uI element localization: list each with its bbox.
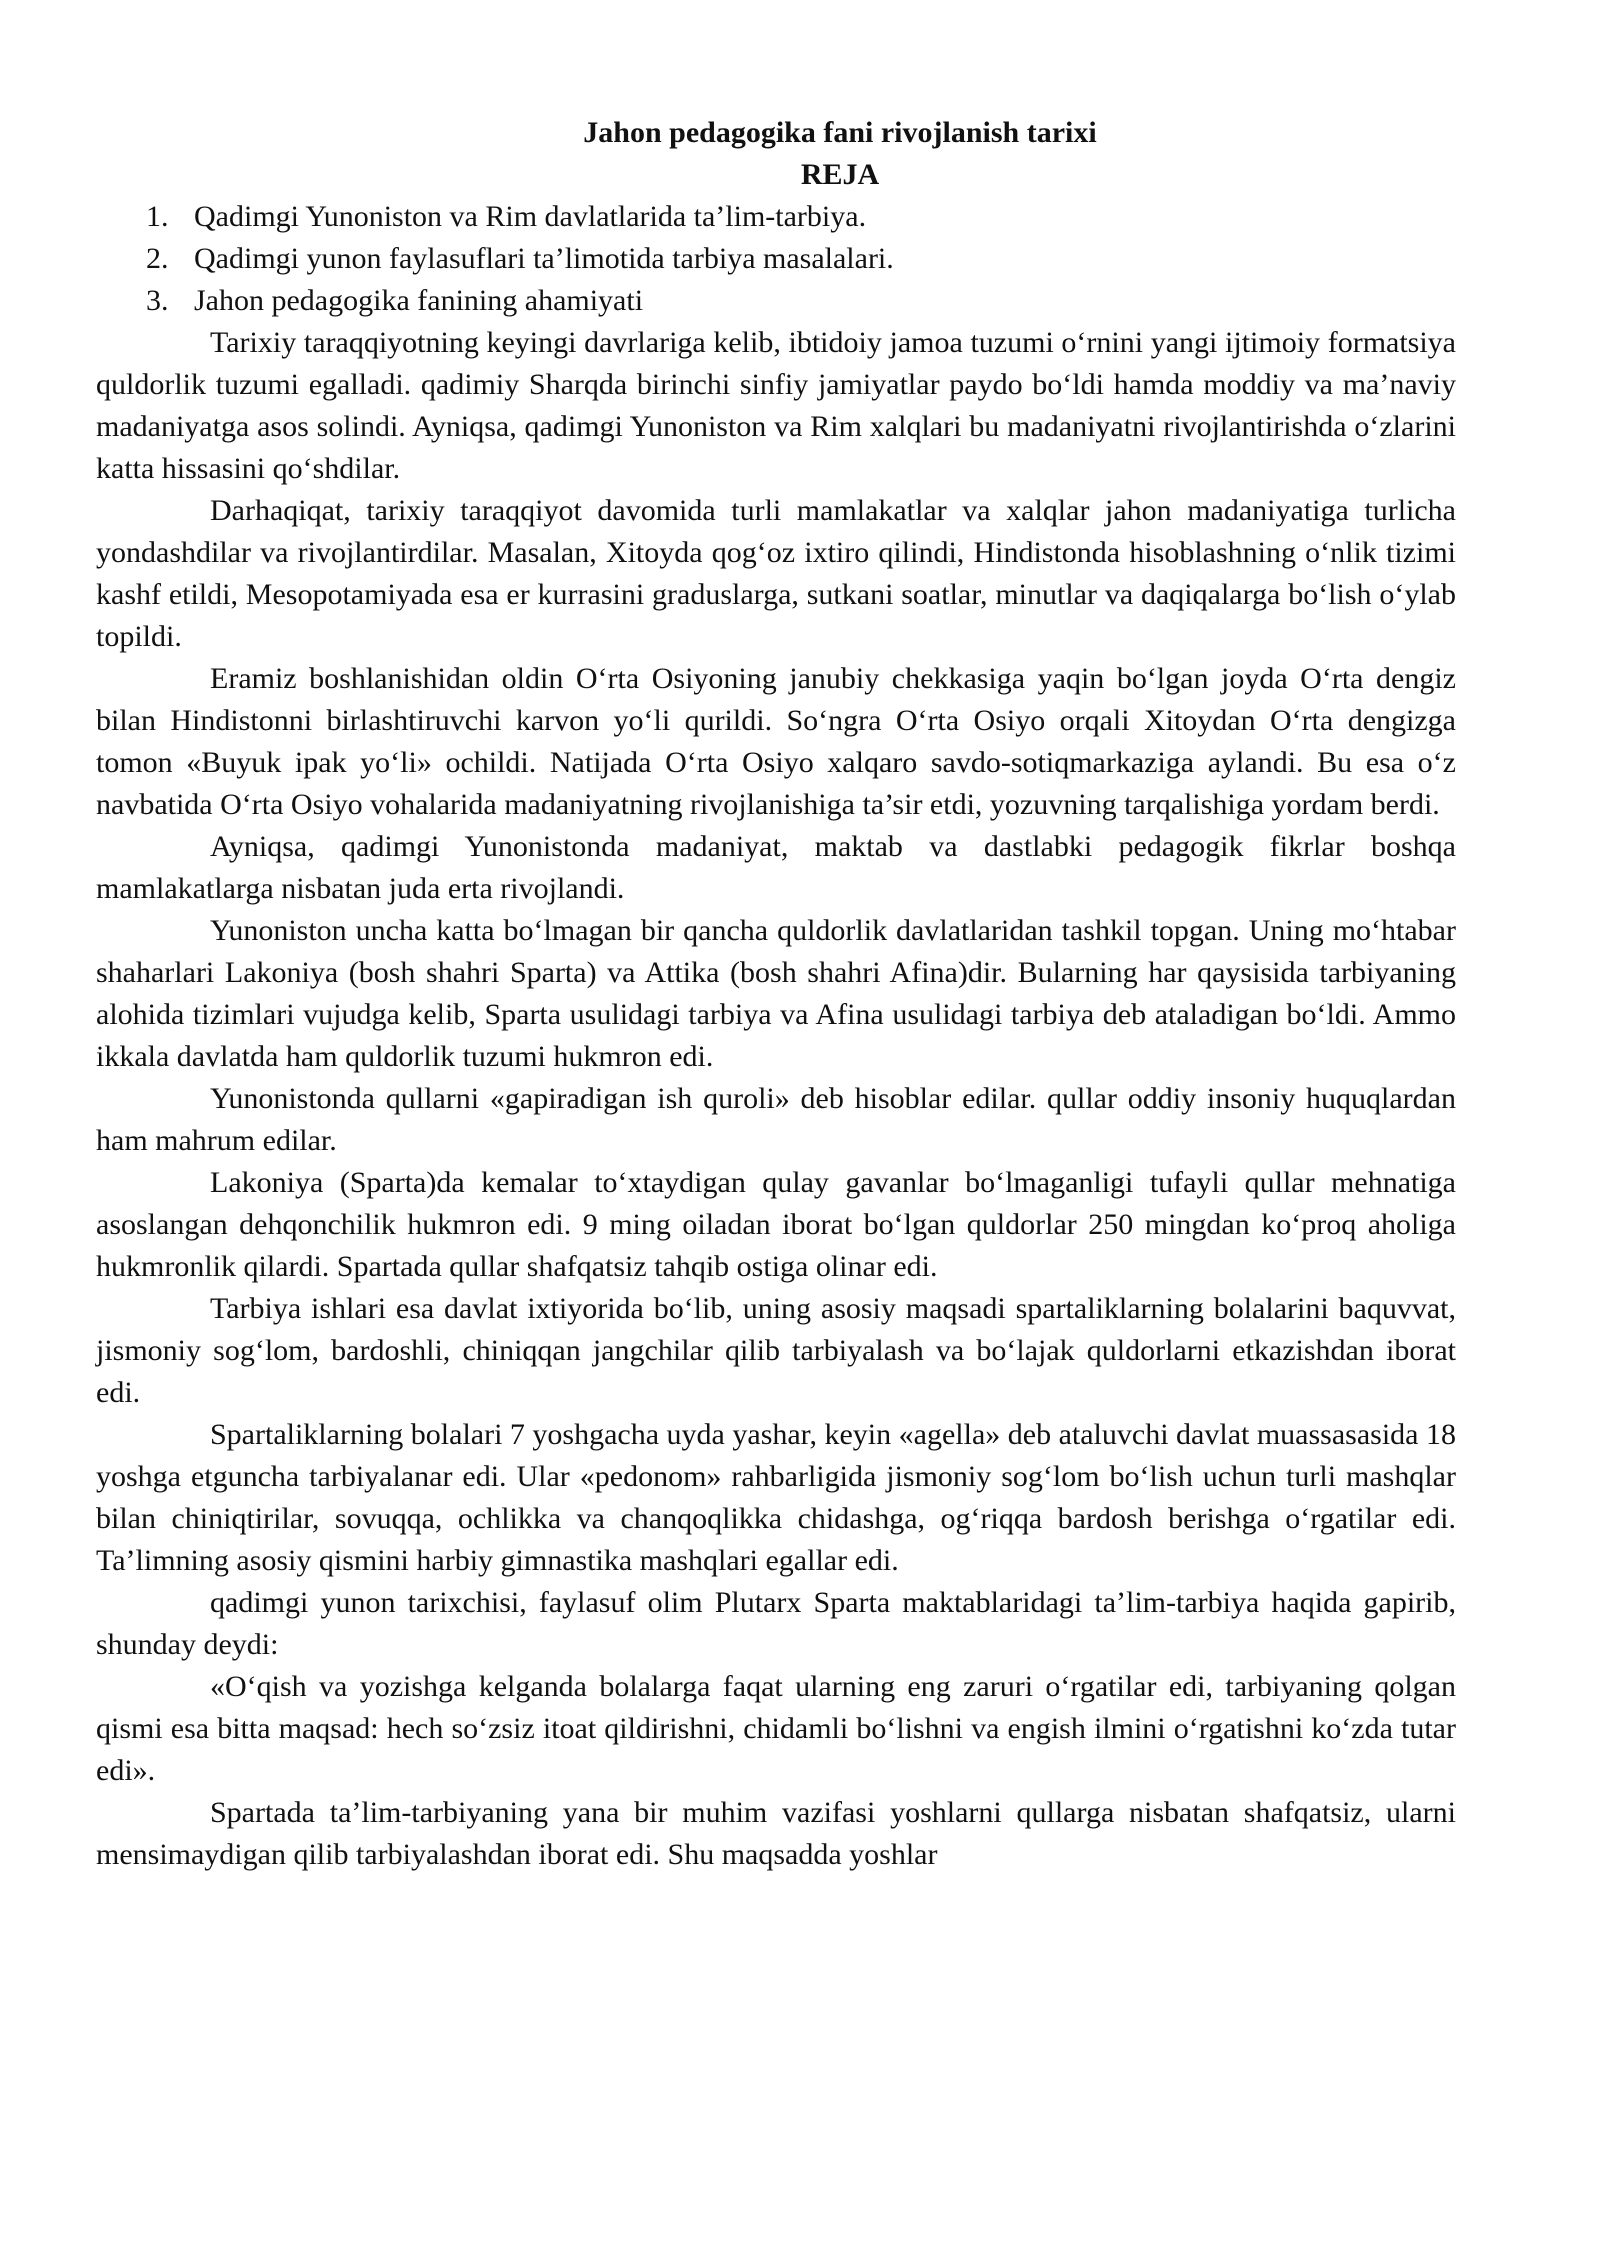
paragraph: Spartada ta’lim-tarbiyaning yana bir muhim vazifasi yoshlarni qullarga nisbatan shafqatsiz, ularni mensimaydigan qilib tarbiyalashdan iborat edi. Shu maqsadda yoshlar <box>96 1796 1456 1871</box>
plan-heading: REJA <box>800 158 880 191</box>
paragraph: Lakoniya (Sparta)da kemalar to‘xtaydigan qulay gavanlar bo‘lmaganligi tufayli qullar mehnatiga asoslangan dehqonchilik hukmron edi. 9 ming oiladan iborat bo‘lgan quldorlar 250 mingdan ko‘proq aholiga hukmronlik qilardi. Spartada qullar shafqatsiz tahqib ostiga olinar edi. <box>96 1166 1456 1283</box>
plan-item <box>96 280 1456 322</box>
plan-item-text: Qadimgi yunon faylasuflari ta’limotida tarbiya masalalari. <box>194 242 894 275</box>
paragraph: «O‘qish va yozishga kelganda bolalarga faqat ularning eng zaruri o‘rgatilar edi, tarbiyaning qolgan qismi esa bitta maqsad: hech so‘zsiz itoat qildirishni, chidamli bo‘lishni va engish ilmini o‘rgatishni ko‘zda tutar edi». <box>96 1670 1456 1787</box>
paragraph: Spartaliklarning bolalari 7 yoshgacha uyda yashar, keyin «agella» deb ataluvchi davlat muassasasida 18 yoshga etguncha tarbiyalanar edi. Ular «pedonom» rahbarligida jismoniy sog‘lom bo‘lish uchun turli mashqlar bilan chiniqtirilar, sovuqqa, ochlikka va chanqoqlikka chidashga, og‘riqqa bardosh berishga o‘rgatilar edi. Ta’limning asosiy qismini harbiy gimnastika mashqlari egallar edi. <box>96 1418 1456 1577</box>
plan-item-text: Jahon pedagogika fanining ahamiyati <box>194 284 644 317</box>
paragraph: Yunonistonda qullarni «gapiradigan ish quroli» deb hisoblar edilar. qullar oddiy insoniy huquqlardan ham mahrum edilar. <box>96 1082 1456 1157</box>
document-title: Jahon pedagogika fani rivojlanish tarixi <box>583 116 1097 149</box>
plan-item-number: 1. <box>146 200 169 233</box>
paragraph: Darhaqiqat, tarixiy taraqqiyot davomida turli mamlakatlar va xalqlar jahon madaniyatiga turlicha yondashdilar va rivojlantirdilar. Masalan, Xitoyda qog‘oz ixtiro qilindi, Hindistonda hisoblashning o‘nlik tizimi kashf etildi, Mesopotamiyada esa er kurrasini graduslarga, sutkani soatlar, minutlar va daqiqalarga bo‘lish o‘ylab topildi. <box>96 494 1456 653</box>
plan-item-number: 2. <box>146 242 169 275</box>
paragraph: Yunoniston uncha katta bo‘lmagan bir qancha quldorlik davlatlaridan tashkil topgan. Uning mo‘htabar shaharlari Lakoniya (bosh shahri Sparta) va Attika (bosh shahri Afina)dir. Bularning har qaysisida tarbiyaning alohida tizimlari vujudga kelib, Sparta usulidagi tarbiya va Afina usulidagi tarbiya deb ataladigan bo‘ldi. Ammo ikkala davlatda ham quldorlik tuzumi hukmron edi. <box>96 914 1456 1073</box>
document-body <box>96 322 1456 1876</box>
paragraph: Tarixiy taraqqiyotning keyingi davrlariga kelib, ibtidoiy jamoa tuzumi o‘rnini yangi ijtimoiy formatsiya quldorlik tuzumi egalladi. qadimiy Sharqda birinchi sinfiy jamiyatlar paydo bo‘ldi hamda moddiy va ma’naviy madaniyatga asos solindi. Ayniqsa, qadimgi Yunoniston va Rim xalqlari bu madaniyatni rivojlantirishda o‘zlarini katta hissasini qo‘shdilar. <box>96 326 1456 485</box>
plan-item-text: Qadimgi Yunoniston va Rim davlatlarida ta’lim-tarbiya. <box>194 200 867 233</box>
paragraph: Tarbiya ishlari esa davlat ixtiyorida bo‘lib, uning asosiy maqsadi spartaliklarning bolalarini baquvvat, jismoniy sog‘lom, bardoshli, chiniqqan jangchilar qilib tarbiyalash va bo‘lajak quldorlarni etkazishdan iborat edi. <box>96 1292 1456 1409</box>
paragraph: Eramiz boshlanishidan oldin O‘rta Osiyoning janubiy chekkasiga yaqin bo‘lgan joyda O‘rta dengiz bilan Hindistonni birlashtiruvchi karvon yo‘li qurildi. So‘ngra O‘rta Osiyo orqali Xitoydan O‘rta dengizga tomon «Buyuk ipak yo‘li» ochildi. Natijada O‘rta Osiyo xalqaro savdo-sotiqmarkaziga aylandi. Bu esa o‘z navbatida O‘rta Osiyo vohalarida madaniyatning rivojlanishiga ta’sir etdi, yozuvning tarqalishiga yordam berdi. <box>96 662 1456 821</box>
paragraph: qadimgi yunon tarixchisi, faylasuf olim Plutarx Sparta maktablaridagi ta’lim-tarbiya haqida gapirib, shunday deydi: <box>96 1586 1456 1661</box>
plan-item-number: 3. <box>146 284 169 317</box>
plan-list <box>96 196 1456 322</box>
paragraph: Ayniqsa, qadimgi Yunonistonda madaniyat, maktab va dastlabki pedagogik fikrlar boshqa mamlakatlarga nisbatan juda erta rivojlandi. <box>96 830 1456 905</box>
document-page <box>96 112 1456 1876</box>
plan-item <box>96 196 1456 238</box>
plan-item <box>96 238 1456 280</box>
